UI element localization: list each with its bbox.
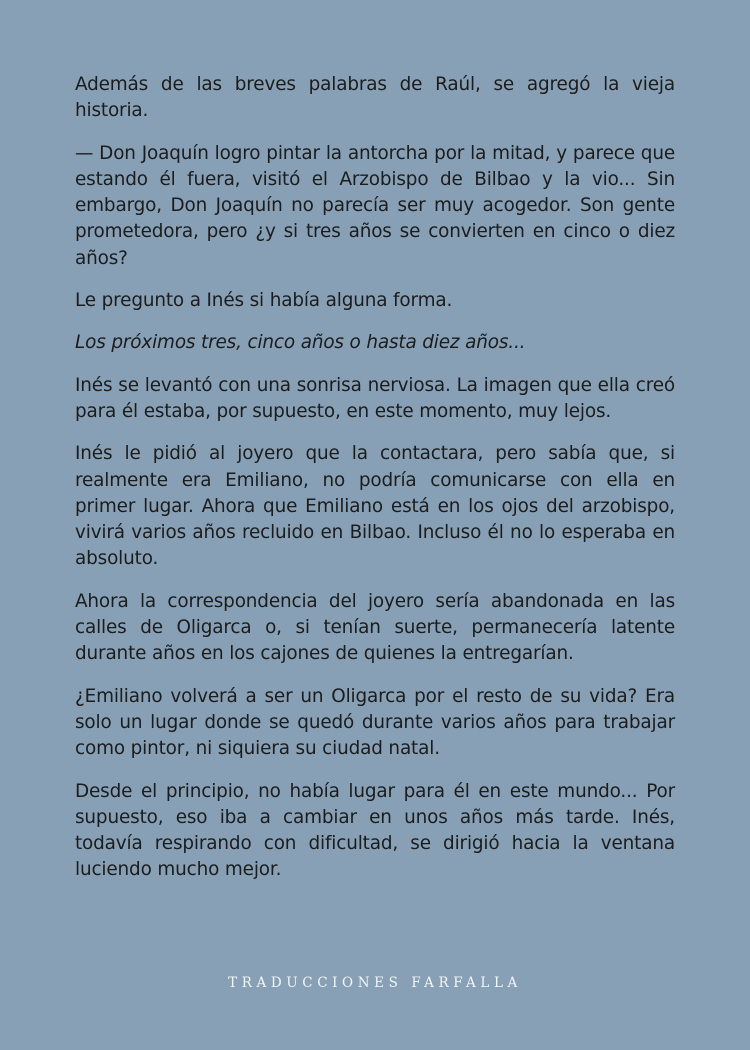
paragraph-2: — Don Joaquín logro pintar la antorcha por la mitad, y parece que estando él fuera, visitó el Arzobispo de Bilbao y la vio... Sin embargo, Don Joaquín no parecía ser muy acogedor. Son gente prometedora, pero ¿y si tres años se convierten en cinco o diez años? [75, 142, 675, 269]
paragraph-7: Ahora la correspondencia del joyero sería abandonada en las calles de Oligarca o, si tenían suerte, permanecería latente durante años en los cajones de quienes la entregarían. [75, 590, 675, 665]
footer-credit: TRADUCCIONES FARFALLA [228, 975, 522, 991]
body-text [75, 72, 675, 900]
paragraph-4-italic: Los próximos tres, cinco años o hasta diez años... [75, 332, 526, 354]
paragraph-9: Desde el principio, no había lugar para él en este mundo... Por supuesto, eso iba a cambiar en unos años más tarde. Inés, todavía respirando con dificultad, se dirigió hacia la ventana luciendo mucho mejor. [75, 780, 675, 881]
paragraph-5: Inés se levantó con una sonrisa nerviosa. La imagen que ella creó para él estaba, por supuesto, en este momento, muy lejos. [75, 374, 675, 422]
paragraph-8: ¿Emiliano volverá a ser un Oligarca por el resto de su vida? Era solo un lugar donde se quedó durante varios años para trabajar como pintor, ni siquiera su ciudad natal. [75, 685, 675, 760]
paragraph-6: Inés le pidió al joyero que la contactara, pero sabía que, si realmente era Emiliano, no podría comunicarse con ella en primer lugar. Ahora que Emiliano está en los ojos del arzobispo, vivirá varios años recluido en Bilbao. Incluso él no lo esperaba en absoluto. [75, 443, 675, 570]
paragraph-3: Le pregunto a Inés si había alguna forma. [75, 290, 453, 312]
paragraph-1: Además de las breves palabras de Raúl, se agregó la vieja historia. [75, 74, 675, 122]
